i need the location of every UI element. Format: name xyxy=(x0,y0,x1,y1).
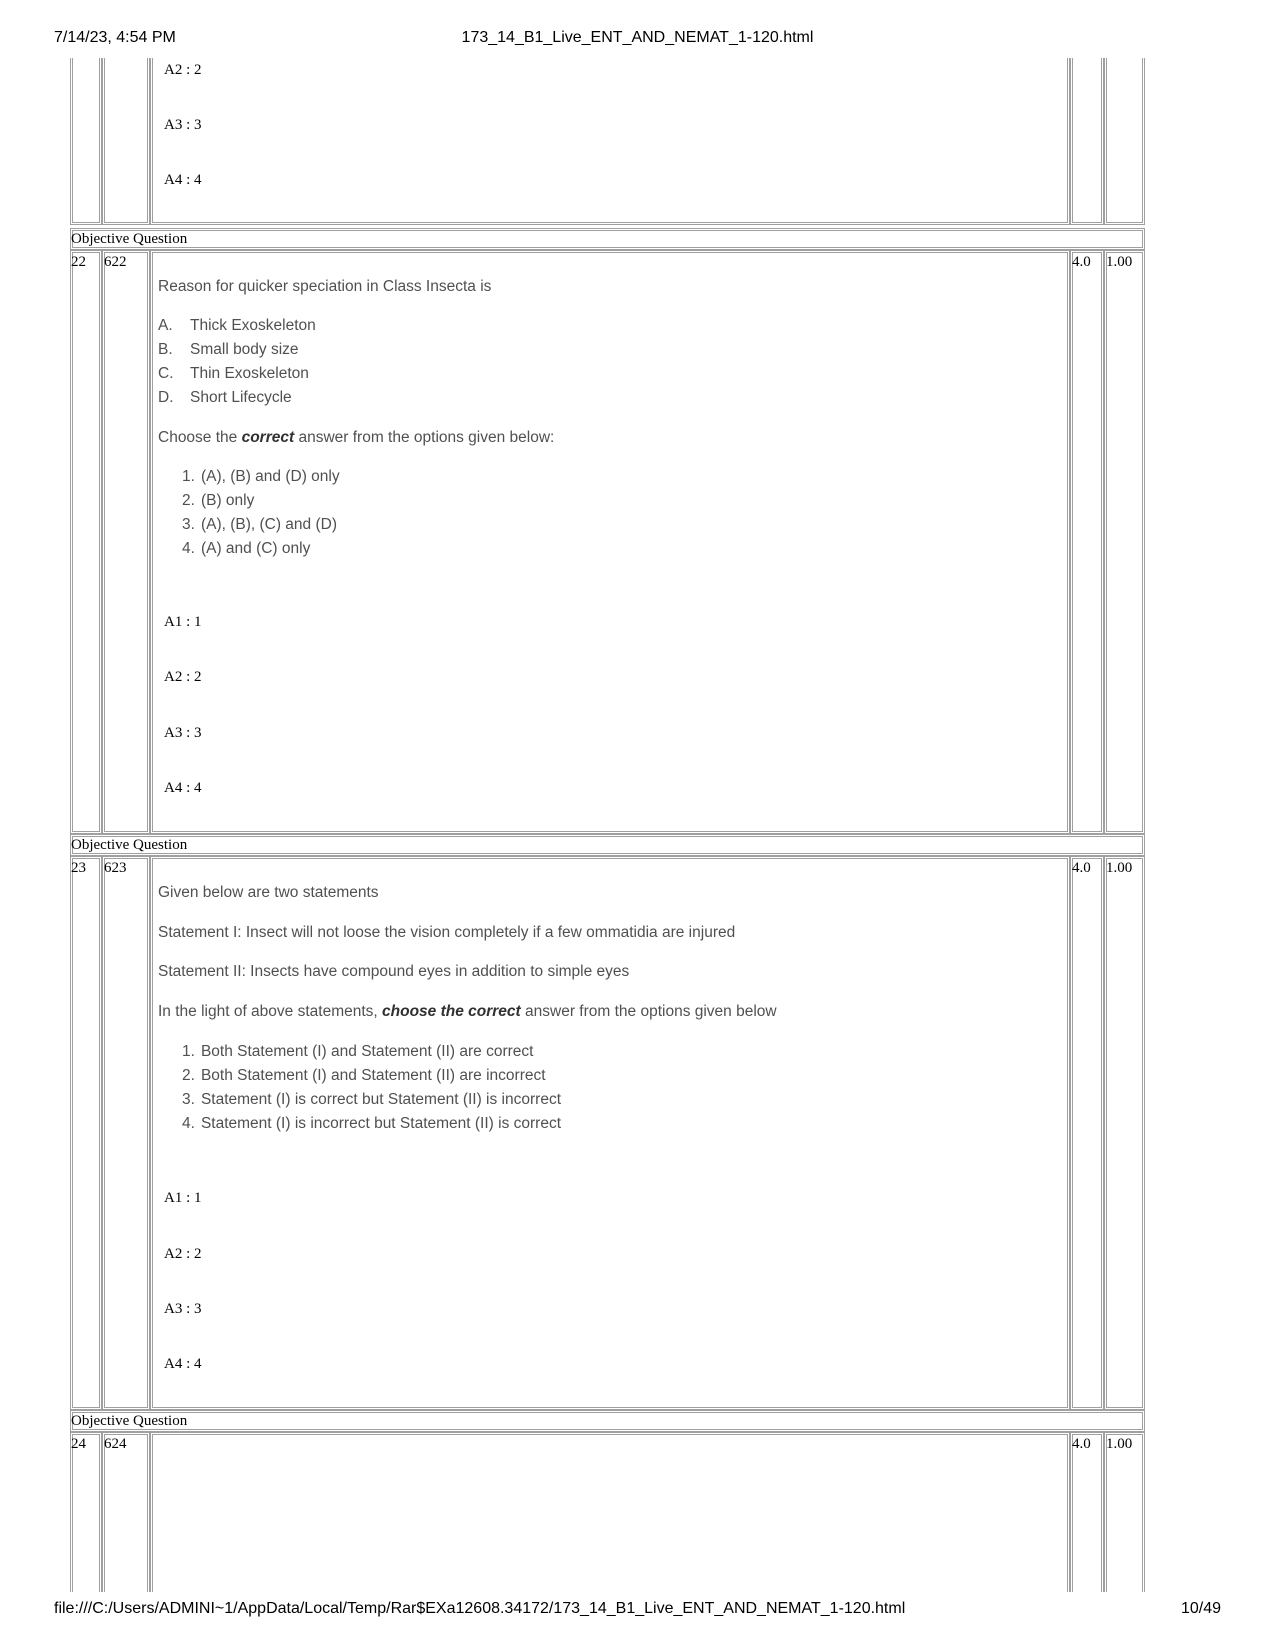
answer-option: A2 : 2 xyxy=(164,62,202,78)
print-datetime: 7/14/23, 4:54 PM xyxy=(54,29,176,46)
choice-item: 3. Statement (I) is correct but Statement (II) is incorrect xyxy=(182,1091,561,1108)
question-id: 623 xyxy=(104,860,127,876)
answer-option: A3 : 3 xyxy=(164,725,202,741)
choice-item: 1. Both Statement (I) and Statement (II) are correct xyxy=(182,1043,534,1060)
answer-option: A3 : 3 xyxy=(164,117,202,133)
question-id: 624 xyxy=(104,1436,127,1452)
file-path-link[interactable]: file:///C:/Users/ADMINI~1/AppData/Local/Temp/Rar$EXa12608.34172/173_14_B1_Live_ENT_AND_NEMAT_1-120.html xyxy=(54,1600,906,1617)
sno-cell xyxy=(70,250,102,834)
qid-cell xyxy=(102,250,150,834)
negative-marks-cell xyxy=(1104,250,1145,834)
section-label: Objective Question xyxy=(71,837,188,853)
option-letter: A. xyxy=(158,317,173,334)
question-sno: 24 xyxy=(71,1436,86,1452)
marks-cell xyxy=(1070,58,1104,225)
answer-option: A4 : 4 xyxy=(164,780,202,796)
question-negative-marks: 1.00 xyxy=(1106,860,1133,876)
statement-two: Statement II: Insects have compound eyes in addition to simple eyes xyxy=(158,963,630,980)
negative-marks-cell xyxy=(1104,1432,1145,1592)
option-text: Thick Exoskeleton xyxy=(190,317,316,334)
question-negative-marks: 1.00 xyxy=(1106,1436,1133,1452)
qid-cell xyxy=(102,58,150,225)
question-paper-table xyxy=(70,58,1205,1592)
option-letter: D. xyxy=(158,389,174,406)
statement-option xyxy=(158,317,316,335)
question-sno: 22 xyxy=(71,254,86,270)
question-body-cell xyxy=(150,58,1070,225)
question-sno: 23 xyxy=(71,860,86,876)
question-text: Given below are two statements xyxy=(158,884,379,901)
question-instruction: Choose the correct answer from the options given below: xyxy=(158,429,555,446)
question-instruction: In the light of above statements, choose the correct answer from the options given below xyxy=(158,1003,777,1020)
choice-item: 1. (A), (B) and (D) only xyxy=(182,468,340,485)
question-marks: 4.0 xyxy=(1072,254,1091,270)
section-label: Objective Question xyxy=(71,231,188,247)
marks-cell xyxy=(1070,250,1104,834)
statement-one: Statement I: Insect will not loose the vision completely if a few ommatidia are injured xyxy=(158,924,736,941)
section-label-row xyxy=(70,1410,1145,1432)
negative-marks-cell xyxy=(1104,58,1145,225)
choice-item: 4. Statement (I) is incorrect but Statement (II) is correct xyxy=(182,1115,561,1132)
choice-item: 2. (B) only xyxy=(182,492,255,509)
answer-option: A1 : 1 xyxy=(164,1190,202,1206)
sno-cell xyxy=(70,1432,102,1592)
question-id: 622 xyxy=(104,254,127,270)
statement-option xyxy=(158,341,299,359)
answer-option: A2 : 2 xyxy=(164,669,202,685)
question-negative-marks: 1.00 xyxy=(1106,254,1133,270)
option-letter: C. xyxy=(158,365,174,382)
qid-cell xyxy=(102,856,150,1410)
answer-option: A3 : 3 xyxy=(164,1301,202,1317)
option-text: Small body size xyxy=(190,341,299,358)
answer-option: A4 : 4 xyxy=(164,172,202,188)
answer-option: A4 : 4 xyxy=(164,1356,202,1372)
statement-option xyxy=(158,365,309,383)
option-letter: B. xyxy=(158,341,173,358)
page-number: 10/49 xyxy=(1180,1600,1221,1617)
question-marks: 4.0 xyxy=(1072,1436,1091,1452)
negative-marks-cell xyxy=(1104,856,1145,1410)
section-label-row xyxy=(70,834,1145,856)
section-label-row xyxy=(70,228,1145,250)
choice-item: 2. Both Statement (I) and Statement (II) are incorrect xyxy=(182,1067,546,1084)
sno-cell xyxy=(70,58,102,225)
question-marks: 4.0 xyxy=(1072,860,1091,876)
qid-cell xyxy=(102,1432,150,1592)
sno-cell xyxy=(70,856,102,1410)
question-text: Reason for quicker speciation in Class Insecta is xyxy=(158,278,492,295)
document-title: 173_14_B1_Live_ENT_AND_NEMAT_1-120.html xyxy=(461,29,814,46)
choice-item: 4. (A) and (C) only xyxy=(182,540,311,557)
statement-option xyxy=(158,389,292,407)
answer-option: A1 : 1 xyxy=(164,614,202,630)
option-text: Thin Exoskeleton xyxy=(190,365,309,382)
section-label: Objective Question xyxy=(71,1413,188,1429)
marks-cell xyxy=(1070,856,1104,1410)
choice-item: 3. (A), (B), (C) and (D) xyxy=(182,516,337,533)
marks-cell xyxy=(1070,1432,1104,1592)
answer-option: A2 : 2 xyxy=(164,1246,202,1262)
option-text: Short Lifecycle xyxy=(190,389,292,406)
question-body-cell xyxy=(150,1432,1070,1592)
